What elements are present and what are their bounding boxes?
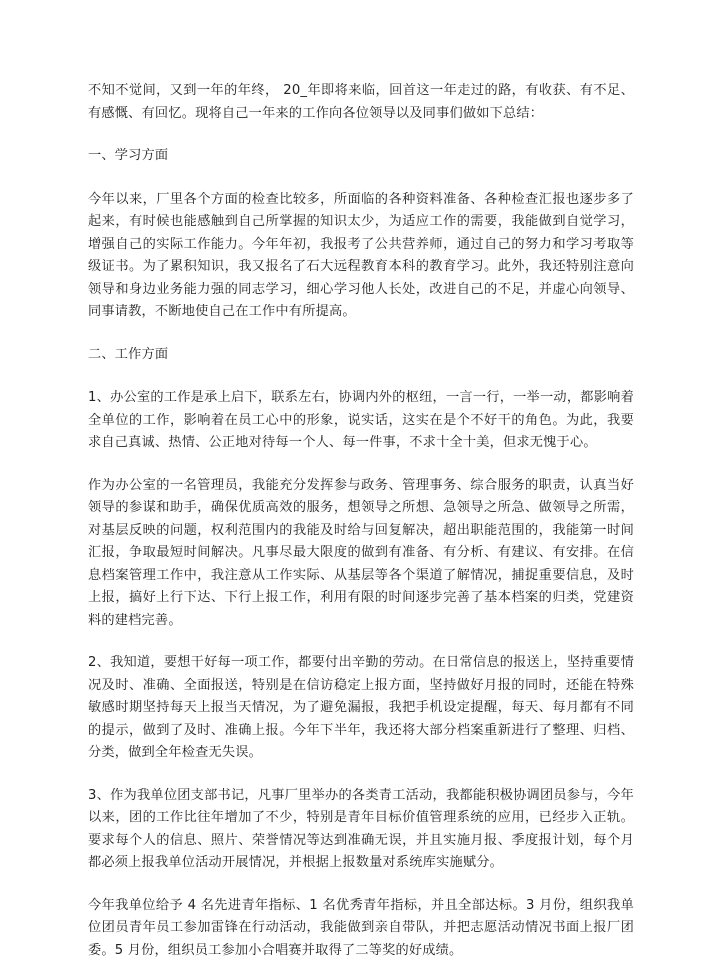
work-paragraph-5: 今年我单位给予 4 名先进青年指标、1 名优秀青年指标，并且全部达标。3 月份，组织我单位团员青年员工参加雷锋在行动活动，我能做到亲自带队，并把志愿活动情况书面上报厂团委。5 月份，组织员工参加小合唱赛并取得了二等奖的好成绩。 xyxy=(88,895,634,962)
work-paragraph-3: 2、我知道，要想干好每一项工作，都要付出辛勤的劳动。在日常信息的报送上，坚持重要情况及时、准确、全面报送，特别是在信访稳定上报方面，坚持做好月报的同时，还能在特殊敏感时期坚持每天上报当天情况，为了避免漏报，我把手机设定提醒，每天、每月都有不同的提示，做到了及时、准确上报。今年下半年，我还将大部分档案重新进行了整理、归档、分类，做到全年检查无失误。 xyxy=(88,652,634,765)
intro-paragraph: 不知不觉间，又到一年的年终， 20_年即将来临，回首这一年走过的路，有收获、有不足、有感慨、有回忆。现将自己一年来的工作向各位领导以及同事们做如下总结： xyxy=(88,80,634,125)
work-paragraph-2: 作为办公室的一名管理员，我能充分发挥参与政务、管理事务、综合服务的职责，认真当好领导的参谋和助手，确保优质高效的服务，想领导之所想、急领导之所急、做领导之所需，对基层反映的问题，权利范围内的我能及时给与回复解决，超出职能范围的，我能第一时间汇报，争取最短时间解决。凡事尽最大限度的做到有准备、有分析、有建议、有安排。在信息档案管理工作中，我注意从工作实际、从基层等各个渠道了解情况，捕捉重要信息，及时上报，搞好上行下达、下行上报工作，利用有限的时间逐步完善了基本档案的归类，党建资料的建档完善。 xyxy=(88,475,634,633)
section-heading-study: 一、学习方面 xyxy=(88,145,634,168)
document-body xyxy=(88,80,634,962)
work-paragraph-4: 3、作为我单位团支部书记，凡事厂里举办的各类青工活动，我都能积极协调团员参与，今年以来，团的工作比往年增加了不少，特别是青年目标价值管理系统的应用，已经步入正轨。要求每个人的信息、照片、荣誉情况等达到准确无误，并且实施月报、季度报计划，每个月都必须上报我单位活动开展情况，并根据上报数量对系统库实施赋分。 xyxy=(88,785,634,875)
section-heading-work: 二、工作方面 xyxy=(88,344,634,367)
study-paragraph: 今年以来，厂里各个方面的检查比较多，所面临的各种资料准备、各种检查汇报也逐步多了起来，有时候也能感触到自己所掌握的知识太少，为适应工作的需要，我能做到自觉学习，增强自己的实际工作能力。今年年初，我报考了公共营养师，通过自己的努力和学习考取等级证书。为了累积知识，我又报名了石大远程教育本科的教育学习。此外，我还特别注意向领导和身边业务能力强的同志学习，细心学习他人长处，改进自己的不足，并虚心向领导、同事请教，不断地使自己在工作中有所提高。 xyxy=(88,189,634,324)
work-paragraph-1: 1、办公室的工作是承上启下，联系左右，协调内外的枢纽，一言一行，一举一动，都影响着全单位的工作，影响着在员工心中的形象，说实话，这实在是个不好干的角色。为此，我要求自己真诚、热情、公正地对待每一个人、每一件事，不求十全十美，但求无愧于心。 xyxy=(88,387,634,455)
